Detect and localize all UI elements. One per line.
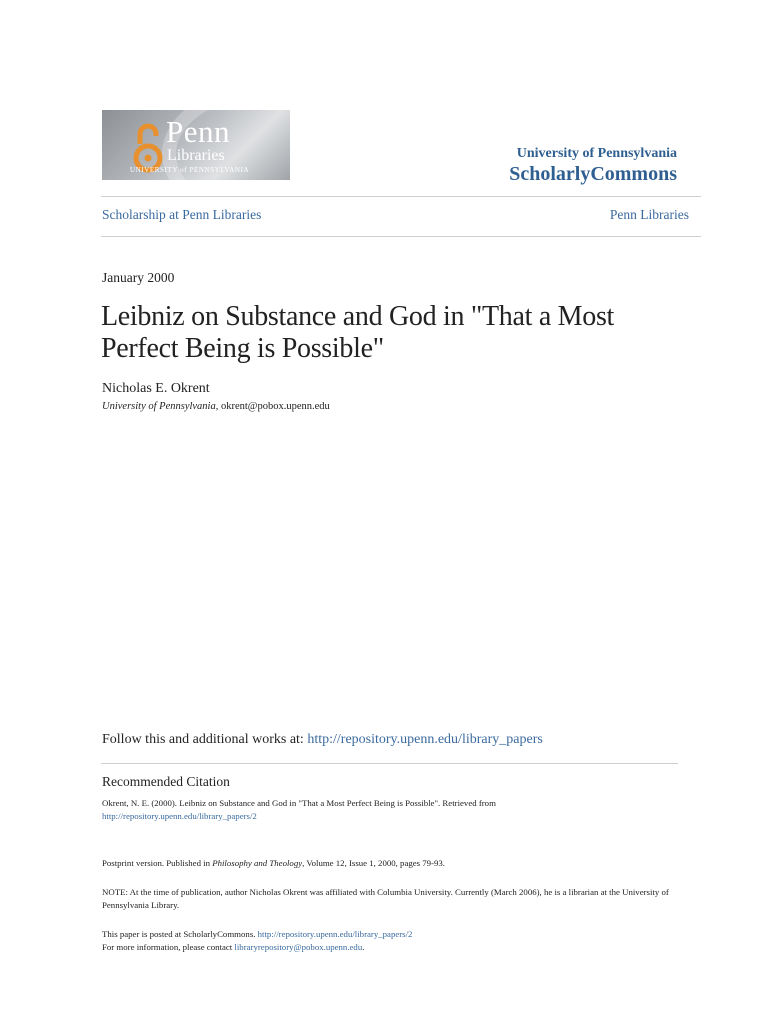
divider — [101, 236, 701, 237]
scholarlycommons-brand[interactable] — [509, 146, 677, 186]
logo-penn-text: Penn — [166, 114, 230, 149]
author-name: Nicholas E. Okrent — [102, 381, 210, 396]
paper-title: Leibniz on Substance and God in "That a Most Perfect Being is Possible" — [101, 301, 615, 364]
author-affiliation — [102, 401, 330, 412]
postprint-pre: Postprint version. Published in — [102, 858, 213, 868]
citation-text: Okrent, N. E. (2000). Leibniz on Substance and God in "That a Most Perfect Being is Possible". Retrieved from — [102, 798, 496, 808]
posted-link[interactable]: http://repository.upenn.edu/library_papers/2 — [257, 929, 413, 939]
divider — [101, 196, 701, 197]
posted-info — [102, 928, 672, 954]
postprint-post: , Volume 12, Issue 1, 2000, pages 79-93. — [302, 858, 445, 868]
logo-libraries-text: Libraries — [167, 147, 225, 164]
brand-university: University of Pennsylvania — [516, 146, 677, 161]
posted-label: This paper is posted at ScholarlyCommons. — [102, 929, 258, 939]
postprint-note — [102, 857, 672, 870]
follow-line — [102, 732, 543, 748]
logo-university-text: UNIVERSITY of PENNSYLVANIA — [130, 166, 250, 174]
contact-email-link[interactable]: libraryrepository@pobox.upenn.edu — [234, 942, 363, 952]
posted-line — [102, 928, 672, 941]
citation-block — [102, 797, 672, 823]
contact-label: For more information, please contact — [102, 942, 235, 952]
citation-heading: Recommended Citation — [102, 774, 230, 789]
nav-link-scholarship[interactable]: Scholarship at Penn Libraries — [102, 207, 262, 222]
affiliation-note: NOTE: At the time of publication, author Nicholas Okrent was affiliated with Columbia University. Currently (March 2006), he is a librarian at the University of Pennsylvania Library. — [102, 887, 669, 910]
contact-line — [102, 941, 672, 954]
affiliation-name: University of Pennsylvania — [102, 401, 216, 412]
brand-repository: ScholarlyCommons — [509, 163, 677, 185]
follow-link[interactable]: http://repository.upenn.edu/library_papers — [307, 732, 543, 747]
author-email: , okrent@pobox.upenn.edu — [215, 401, 330, 412]
contact-end: . — [362, 942, 365, 952]
citation-link[interactable]: http://repository.upenn.edu/library_papers/2 — [102, 811, 257, 821]
follow-label: Follow this and additional works at: — [102, 732, 308, 747]
divider — [101, 763, 678, 764]
publication-date: January 2000 — [102, 270, 175, 285]
penn-libraries-logo[interactable] — [102, 110, 290, 180]
journal-name: Philosophy and Theology — [212, 858, 303, 868]
nav-link-penn-libraries[interactable]: Penn Libraries — [609, 207, 689, 222]
